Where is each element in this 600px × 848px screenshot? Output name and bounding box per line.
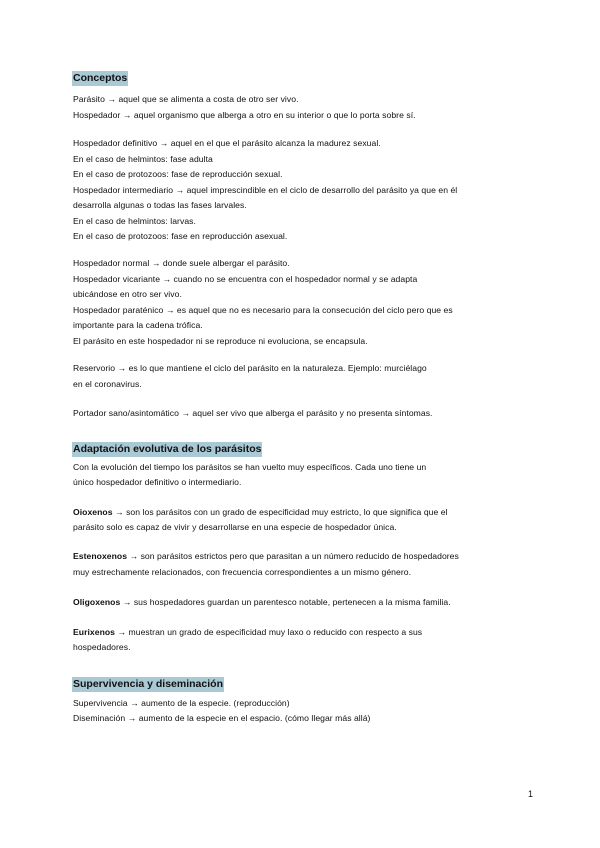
text-line: Hospedador paraténico → es aquel que no es necesario para la consecución del ciclo pero que es [73,305,453,315]
text-line: En el caso de helmintos: fase adulta [73,154,213,164]
text-line: En el caso de protozoos: fase en reproducción asexual. [73,231,288,241]
section-heading-conceptos: Conceptos [73,72,128,84]
text-line: Hospedador definitivo → aquel en el que el parásito alcanza la madurez sexual. [73,138,381,148]
text-line: único hospedador definitivo o intermediario. [73,477,242,487]
text-line: parásito solo es capaz de vivir y desarrollarse en una especie de hospedador única. [73,522,397,532]
section-heading-supervivencia: Supervivencia y diseminación [73,678,223,690]
definition-estenoxenos [73,551,459,562]
definition-text: → son parásitos estrictos pero que parasitan a un número reducido de hospedadores [127,551,459,561]
text-line: Parásito → aquel que se alimenta a costa de otro ser vivo. [73,94,299,104]
text-line: Hospedador vicariante → cuando no se encuentra con el hospedador normal y se adapta [73,274,418,284]
text-line: En el caso de helmintos: larvas. [73,216,196,226]
text-line: en el coronavirus. [73,379,142,389]
definition-oioxenos [73,507,448,518]
term-oioxenos: Oioxenos [73,507,113,517]
text-line: Con la evolución del tiempo los parásitos se han vuelto muy específicos. Cada uno tiene un [73,462,427,472]
definition-oligoxenos [73,597,451,608]
text-line: ubicándose en otro ser vivo. [73,289,182,299]
text-line: desarrolla algunas o todas las fases larvales. [73,200,247,210]
text-line: hospedadores. [73,642,131,652]
text-line: Diseminación → aumento de la especie en el espacio. (cómo llegar más allá) [73,713,371,723]
definition-text: → muestran un grado de especificidad muy laxo o reducido con respecto a sus [115,627,423,637]
page-number: 1 [528,789,534,799]
section-heading-adaptacion: Adaptación evolutiva de los parásitos [73,443,262,455]
term-estenoxenos: Estenoxenos [73,551,128,561]
text-line: Portador sano/asintomático → aquel ser vivo que alberga el parásito y no presenta síntomas. [73,408,433,418]
text-line: importante para la cadena trófica. [73,320,203,330]
text-line: Reservorio → es lo que mantiene el ciclo del parásito en la naturaleza. Ejemplo: murciélago [73,363,427,373]
text-line: En el caso de protozoos: fase de reproducción sexual. [73,169,283,179]
text-line: El parásito en este hospedador ni se reproduce ni evoluciona, se encapsula. [73,336,368,346]
text-line: Hospedador normal → donde suele albergar el parásito. [73,258,290,268]
term-oligoxenos: Oligoxenos [73,597,121,607]
term-eurixenos: Eurixenos [73,627,116,637]
definition-text: → sus hospedadores guardan un parentesco notable, pertenecen a la misma familia. [120,597,451,607]
text-line: Hospedador → aquel organismo que alberga a otro en su interior o que lo porta sobre sí. [73,110,416,120]
text-line: Supervivencia → aumento de la especie. (reproducción) [73,698,290,708]
text-line: muy estrechamente relacionados, con frecuencia correspondientes a un mismo género. [73,567,412,577]
definition-text: → son los parásitos con un grado de especificidad muy estricto, lo que significa que el [112,507,448,517]
text-line: Hospedador intermediario → aquel imprescindible en el ciclo de desarrollo del parásito ya que en él [73,185,458,195]
definition-eurixenos [73,627,422,638]
